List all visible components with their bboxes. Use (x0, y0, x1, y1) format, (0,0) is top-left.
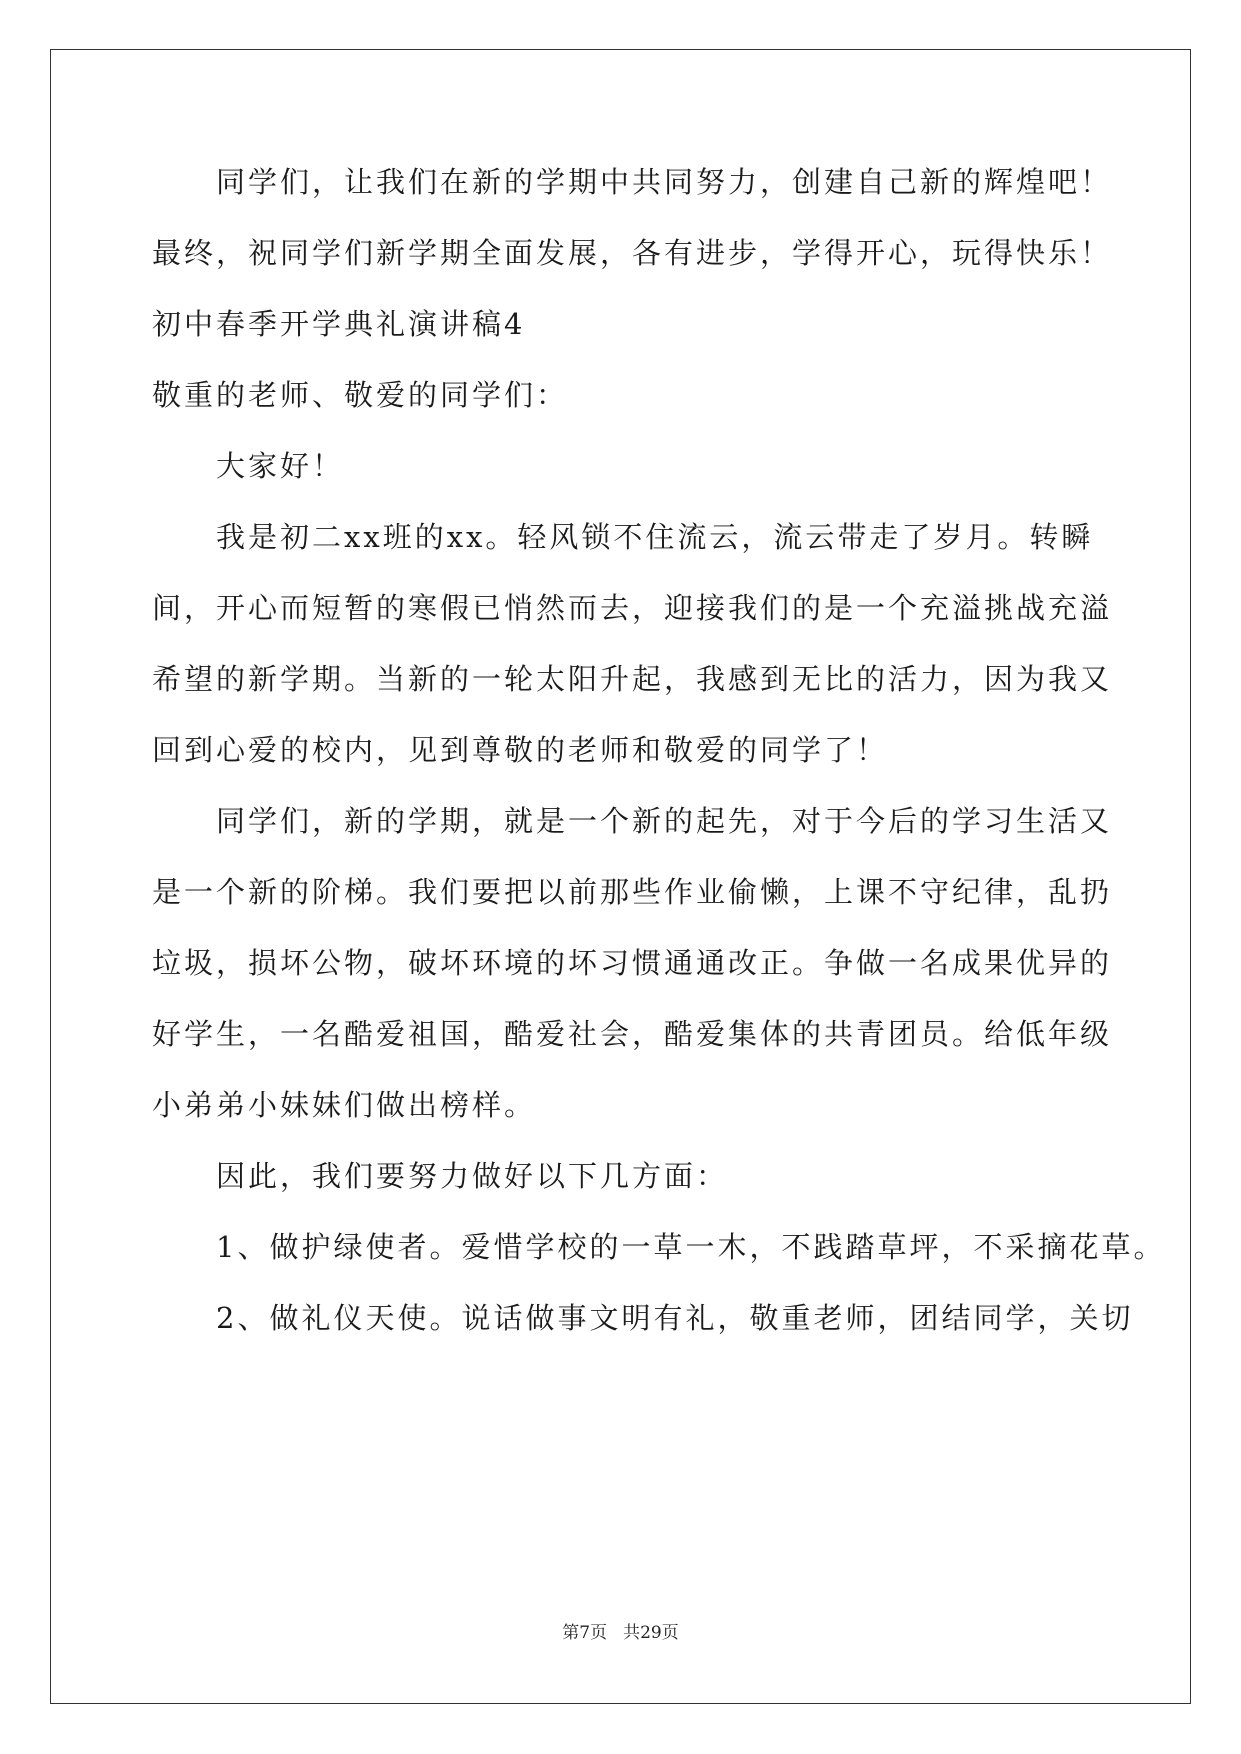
greeting: 大家好！ (216, 449, 345, 483)
salutation: 敬重的老师、敬爱的同学们： (152, 378, 569, 412)
paragraph-line: 小弟弟小妹妹们做出榜样。 (152, 1088, 537, 1122)
paragraph-line: 希望的新学期。当新的一轮太阳升起，我感到无比的活力，因为我又 (152, 662, 1113, 696)
paragraph-line: 好学生，一名酷爱祖国，酷爱社会，酷爱集体的共青团员。给低年级 (152, 1017, 1113, 1051)
page-number-current: 第7页 (562, 1623, 608, 1643)
paragraph-line: 间，开心而短暂的寒假已悄然而去，迎接我们的是一个充溢挑战充溢 (152, 591, 1113, 625)
paragraph-line: 同学们，让我们在新的学期中共同努力，创建自己新的辉煌吧！ (216, 165, 1113, 199)
list-item: 2、做礼仪天使。说话做事文明有礼，敬重老师，团结同学，关切 (216, 1301, 1134, 1335)
section-heading: 初中春季开学典礼演讲稿4 (152, 307, 526, 341)
page-number-total: 共29页 (623, 1623, 679, 1643)
page-footer (0, 1621, 1241, 1645)
paragraph-line: 我是初二xx班的xx。轻风锁不住流云，流云带走了岁月。转瞬 (216, 520, 1094, 554)
list-item: 1、做护绿使者。爱惜学校的一草一木，不践踏草坪，不采摘花草。 (216, 1230, 1166, 1264)
paragraph-line: 最终，祝同学们新学期全面发展，各有进步，学得开心，玩得快乐！ (152, 236, 1113, 270)
paragraph-line: 因此，我们要努力做好以下几方面： (216, 1159, 729, 1193)
paragraph-line: 是一个新的阶梯。我们要把以前那些作业偷懒，上课不守纪律，乱扔 (152, 875, 1113, 909)
paragraph-line: 回到心爱的校内，见到尊敬的老师和敬爱的同学了！ (152, 733, 889, 767)
paragraph-line: 垃圾，损坏公物，破坏环境的坏习惯通通改正。争做一名成果优异的 (152, 946, 1113, 980)
paragraph-line: 同学们，新的学期，就是一个新的起先，对于今后的学习生活又 (216, 804, 1113, 838)
